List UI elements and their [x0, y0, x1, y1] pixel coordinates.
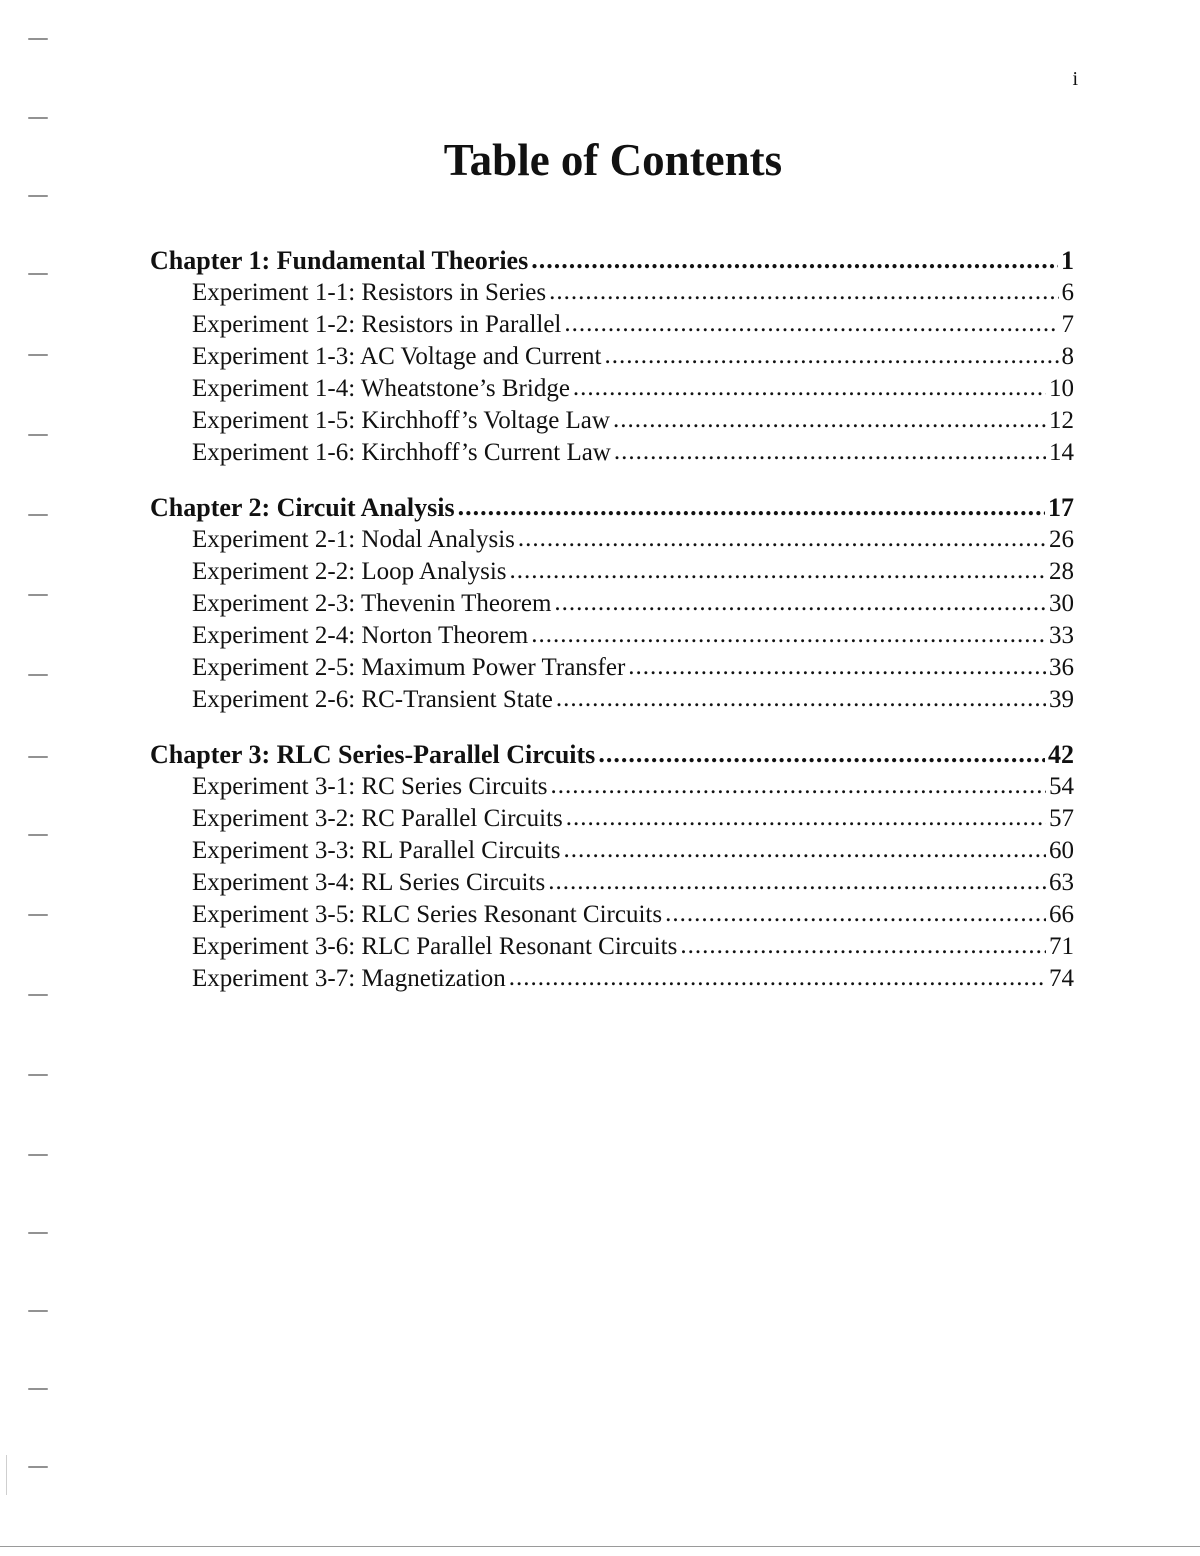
- toc-chapter-entry: [150, 492, 1074, 524]
- punch-mark: [28, 38, 48, 40]
- toc-experiment-entry: [150, 835, 1074, 867]
- experiment-page-number: 12: [1049, 407, 1074, 434]
- punch-mark: [28, 195, 48, 197]
- punch-mark: [28, 1154, 48, 1156]
- toc-experiment-entry: [150, 867, 1074, 899]
- experiment-title: Experiment 1-4: Wheatstone’s Bridge: [192, 375, 570, 402]
- scan-edge-line: [6, 1455, 7, 1495]
- toc-experiment-entry: [150, 684, 1074, 716]
- toc-experiment-entry: [150, 620, 1074, 652]
- dot-leader: [548, 866, 1046, 898]
- experiment-title: Experiment 3-2: RC Parallel Circuits: [192, 805, 563, 832]
- dot-leader: [573, 372, 1046, 404]
- dot-leader: [518, 523, 1046, 555]
- dot-leader: [613, 404, 1046, 436]
- chapter-spacer: [150, 716, 1074, 739]
- binder-punch-marks: [0, 0, 60, 1556]
- punch-mark: [28, 1466, 48, 1468]
- toc-experiment-entry: [150, 963, 1074, 995]
- experiment-page-number: 6: [1061, 279, 1074, 306]
- dot-leader: [549, 276, 1058, 308]
- punch-mark: [28, 994, 48, 996]
- dot-leader: [531, 619, 1046, 651]
- dot-leader: [628, 651, 1046, 683]
- toc-experiment-entry: [150, 556, 1074, 588]
- experiment-title: Experiment 1-5: Kirchhoff’s Voltage Law: [192, 407, 610, 434]
- dot-leader: [598, 738, 1045, 770]
- experiment-title: Experiment 3-1: RC Series Circuits: [192, 773, 548, 800]
- toc-experiment-entry: [150, 803, 1074, 835]
- toc-experiment-entry: [150, 309, 1074, 341]
- scan-bottom-edge: [0, 1546, 1200, 1547]
- experiment-page-number: 54: [1049, 773, 1074, 800]
- punch-mark: [28, 434, 48, 436]
- toc-experiment-entry: [150, 899, 1074, 931]
- experiment-title: Experiment 2-6: RC-Transient State: [192, 686, 553, 713]
- experiment-page-number: 10: [1049, 375, 1074, 402]
- chapter-title: Chapter 1: Fundamental Theories: [150, 246, 529, 275]
- experiment-page-number: 60: [1049, 837, 1074, 864]
- dot-leader: [680, 930, 1046, 962]
- experiment-page-number: 57: [1049, 805, 1074, 832]
- toc-experiment-entry: [150, 341, 1074, 373]
- toc-experiment-entry: [150, 652, 1074, 684]
- experiment-title: Experiment 2-3: Thevenin Theorem: [192, 590, 552, 617]
- experiment-title: Experiment 1-2: Resistors in Parallel: [192, 311, 562, 338]
- dot-leader: [564, 308, 1058, 340]
- dot-leader: [531, 244, 1058, 276]
- chapter-page-number: 1: [1061, 246, 1074, 275]
- experiment-title: Experiment 3-6: RLC Parallel Resonant Circuits: [192, 933, 678, 960]
- experiment-page-number: 33: [1049, 622, 1074, 649]
- experiment-title: Experiment 1-3: AC Voltage and Current: [192, 343, 602, 370]
- experiment-page-number: 8: [1061, 343, 1074, 370]
- dot-leader: [458, 491, 1045, 523]
- page-number: i: [1072, 68, 1078, 90]
- chapter-title: Chapter 3: RLC Series-Parallel Circuits: [150, 740, 596, 769]
- experiment-title: Experiment 2-4: Norton Theorem: [192, 622, 529, 649]
- toc-chapter-entry: [150, 739, 1074, 771]
- experiment-page-number: 71: [1049, 933, 1074, 960]
- experiment-page-number: 14: [1049, 439, 1074, 466]
- toc-experiment-entry: [150, 437, 1074, 469]
- punch-mark: [28, 1232, 48, 1234]
- chapter-page-number: 17: [1048, 493, 1074, 522]
- dot-leader: [509, 962, 1046, 994]
- toc-experiment-entry: [150, 405, 1074, 437]
- punch-mark: [28, 834, 48, 836]
- chapter-spacer: [150, 469, 1074, 492]
- dot-leader: [665, 898, 1046, 930]
- experiment-page-number: 74: [1049, 965, 1074, 992]
- dot-leader: [563, 834, 1046, 866]
- experiment-page-number: 30: [1049, 590, 1074, 617]
- experiment-page-number: 26: [1049, 526, 1074, 553]
- punch-mark: [28, 273, 48, 275]
- experiment-page-number: 28: [1049, 558, 1074, 585]
- experiment-title: Experiment 3-4: RL Series Circuits: [192, 869, 546, 896]
- dot-leader: [554, 587, 1046, 619]
- experiment-title: Experiment 2-1: Nodal Analysis: [192, 526, 515, 553]
- punch-mark: [28, 117, 48, 119]
- dot-leader: [604, 340, 1058, 372]
- experiment-page-number: 66: [1049, 901, 1074, 928]
- punch-mark: [28, 674, 48, 676]
- punch-mark: [28, 756, 48, 758]
- dot-leader: [566, 802, 1046, 834]
- punch-mark: [28, 1074, 48, 1076]
- dot-leader: [556, 683, 1046, 715]
- experiment-title: Experiment 3-7: Magnetization: [192, 965, 506, 992]
- experiment-title: Experiment 2-2: Loop Analysis: [192, 558, 507, 585]
- toc-experiment-entry: [150, 373, 1074, 405]
- experiment-title: Experiment 1-6: Kirchhoff’s Current Law: [192, 439, 611, 466]
- punch-mark: [28, 594, 48, 596]
- punch-mark: [28, 1310, 48, 1312]
- chapter-title: Chapter 2: Circuit Analysis: [150, 493, 455, 522]
- dot-leader: [510, 555, 1046, 587]
- experiment-title: Experiment 3-3: RL Parallel Circuits: [192, 837, 561, 864]
- page-title: Table of Contents: [443, 135, 783, 185]
- table-of-contents: [150, 245, 1074, 995]
- experiment-page-number: 63: [1049, 869, 1074, 896]
- dot-leader: [551, 770, 1046, 802]
- toc-experiment-entry: [150, 931, 1074, 963]
- dot-leader: [614, 436, 1046, 468]
- toc-chapter-entry: [150, 245, 1074, 277]
- toc-experiment-entry: [150, 588, 1074, 620]
- toc-experiment-entry: [150, 771, 1074, 803]
- experiment-page-number: 36: [1049, 654, 1074, 681]
- punch-mark: [28, 354, 48, 356]
- punch-mark: [28, 514, 48, 516]
- experiment-title: Experiment 2-5: Maximum Power Transfer: [192, 654, 626, 681]
- chapter-page-number: 42: [1048, 740, 1074, 769]
- toc-experiment-entry: [150, 524, 1074, 556]
- experiment-page-number: 39: [1049, 686, 1074, 713]
- punch-mark: [28, 1388, 48, 1390]
- experiment-title: Experiment 3-5: RLC Series Resonant Circuits: [192, 901, 663, 928]
- toc-experiment-entry: [150, 277, 1074, 309]
- experiment-title: Experiment 1-1: Resistors in Series: [192, 279, 547, 306]
- experiment-page-number: 7: [1061, 311, 1074, 338]
- punch-mark: [28, 914, 48, 916]
